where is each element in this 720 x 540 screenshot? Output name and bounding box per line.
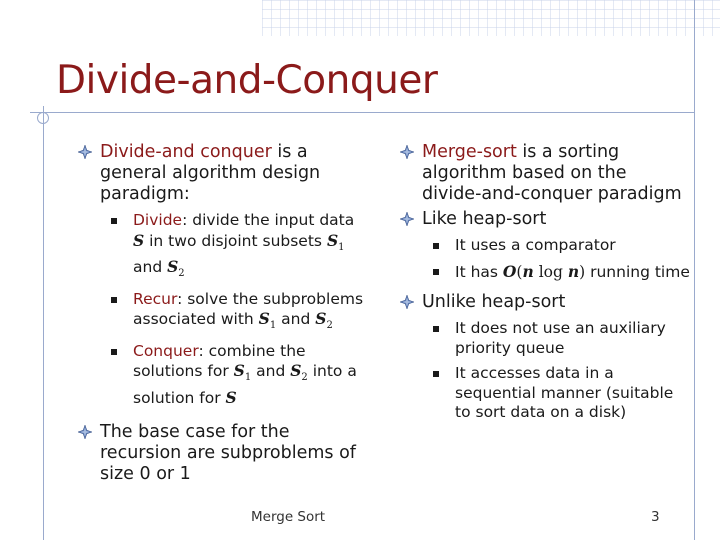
square-bullet-icon xyxy=(111,349,117,355)
square-bullet-icon xyxy=(433,326,439,332)
sub-bullet-conquer: Conquer: combine the solutions for $S_1$ and $S_2$ into a solution for S xyxy=(111,342,368,409)
left-column xyxy=(78,142,368,489)
bullet-like-heap-sort: Like heap-sort xyxy=(400,209,690,230)
bullet-merge-sort: Merge-sort is a sorting algorithm based on the divide-and-conquer paradigm xyxy=(400,142,690,205)
term-merge-sort: Merge-sort xyxy=(422,142,517,162)
square-bullet-icon xyxy=(111,218,117,224)
sub-bullet-auxiliary-queue: It does not use an auxiliary priority queue xyxy=(433,319,690,358)
sub-bullet-divide: Divide: divide the input data S in two disjoint subsets $S_1$ and $S_2$ xyxy=(111,211,368,284)
grid-decoration xyxy=(262,0,720,36)
right-column xyxy=(400,142,690,423)
bullet-unlike-heap-sort: Unlike heap-sort xyxy=(400,292,690,313)
sub-bullet-comparator: It uses a comparator xyxy=(433,236,690,256)
diamond-star-icon xyxy=(78,145,92,159)
crosshair-circle-icon xyxy=(31,106,57,132)
slide-title: Divide-and-Conquer xyxy=(56,58,438,103)
page-number: 3 xyxy=(651,509,660,525)
bullet-base-case: The base case for the recursion are subproblems of size 0 or 1 xyxy=(78,422,368,485)
sub-bullet-sequential: It accesses data in a sequential manner (suitable to sort data on a disk) xyxy=(433,364,690,423)
diamond-star-icon xyxy=(78,425,92,439)
square-bullet-icon xyxy=(433,243,439,249)
diamond-star-icon xyxy=(400,295,414,309)
term-divide-and-conquer: Divide-and conquer xyxy=(100,142,272,162)
bullet-divide-and-conquer: Divide-and conquer is a general algorithm design paradigm: xyxy=(78,142,368,205)
square-bullet-icon xyxy=(433,371,439,377)
title-rule-line xyxy=(30,112,695,113)
diamond-star-icon xyxy=(400,212,414,226)
diamond-star-icon xyxy=(400,145,414,159)
left-rule-line xyxy=(43,106,44,540)
footer-text: Merge Sort xyxy=(251,509,326,525)
right-rule-line xyxy=(694,0,695,540)
sub-bullet-recur: Recur: solve the subproblems associated with $S_1$ and $S_2$ xyxy=(111,290,368,336)
square-bullet-icon xyxy=(111,297,117,303)
sub-bullet-running-time: It has O(n log n) running time xyxy=(433,262,690,283)
square-bullet-icon xyxy=(433,269,439,275)
